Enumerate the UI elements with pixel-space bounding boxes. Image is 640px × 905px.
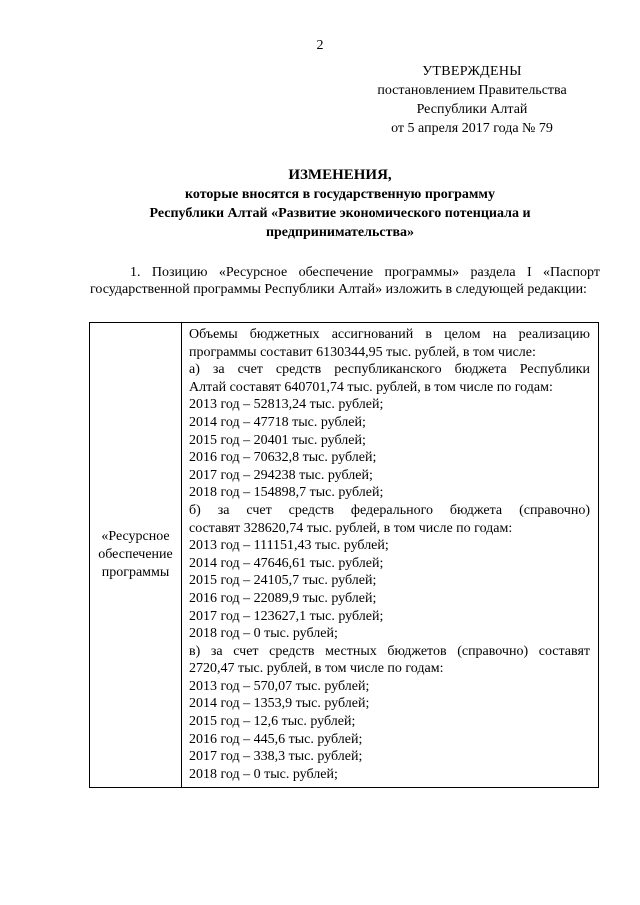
year-line: 2018 год – 154898,7 тыс. рублей; [189, 485, 384, 501]
year-line: 2016 год – 445,6 тыс. рублей; [189, 731, 363, 747]
section-c-line: в) за счет средств местных бюджетов (справочно) составят [189, 643, 590, 659]
label-line: «Ресурсное [101, 529, 170, 545]
year-line: 2018 год – 0 тыс. рублей; [189, 766, 338, 782]
year-line: 2015 год – 24105,7 тыс. рублей; [189, 573, 377, 589]
approval-title: УТВЕРЖДЕНЫ [422, 64, 522, 79]
label-line: программы [101, 565, 170, 581]
total-line: программы составит 6130344,95 тыс. рублей, в том числе: [189, 344, 536, 360]
section-a-line: Алтай составят 640701,74 тыс. рублей, в том числе по годам: [189, 379, 553, 395]
section-c-line: 2720,47 тыс. рублей, в том числе по годам: [189, 661, 444, 677]
year-line: 2017 год – 338,3 тыс. рублей; [189, 749, 363, 765]
year-line: 2015 год – 20401 тыс. рублей; [189, 432, 366, 448]
heading-title: ИЗМЕНЕНИЯ, [288, 167, 392, 183]
resource-table [89, 322, 599, 788]
year-line: 2017 год – 123627,1 тыс. рублей; [189, 608, 384, 624]
table-content-cell [182, 323, 599, 788]
page-number: 2 [316, 38, 324, 53]
year-line: 2016 год – 70632,8 тыс. рублей; [189, 450, 377, 466]
year-line: 2013 год – 52813,24 тыс. рублей; [189, 397, 384, 413]
year-line: 2018 год – 0 тыс. рублей; [189, 626, 338, 642]
table-row [90, 323, 599, 788]
section-b-line: б) за счет средств федерального бюджета (справочно) [189, 502, 590, 518]
approval-block [352, 62, 592, 138]
intro-paragraph: 1. Позицию «Ресурсное обеспечение программы» раздела I «Паспорт государственной программы Республики Алтай» изложить в следующей редакции: [90, 265, 600, 297]
heading-subtitle-line: предпринимательства» [265, 225, 415, 240]
year-line: 2017 год – 294238 тыс. рублей; [189, 467, 373, 483]
table-label-cell [90, 323, 182, 788]
year-line: 2015 год – 12,6 тыс. рублей; [189, 714, 356, 730]
year-line: 2013 год – 570,07 тыс. рублей; [189, 678, 370, 694]
year-line: 2014 год – 47646,61 тыс. рублей; [189, 555, 384, 571]
year-line: 2013 год – 111151,43 тыс. рублей; [189, 538, 389, 554]
approval-date: от 5 апреля 2017 года № 79 [391, 121, 553, 136]
approval-line: Республики Алтай [416, 102, 528, 117]
heading-subtitle-line: которые вносятся в государственную программу [185, 187, 495, 202]
year-line: 2016 год – 22089,9 тыс. рублей; [189, 590, 377, 606]
heading-subtitle-line: Республики Алтай «Развитие экономического потенциала и [149, 206, 531, 221]
year-line: 2014 год – 1353,9 тыс. рублей; [189, 696, 370, 712]
document-heading [60, 166, 620, 242]
section-a-line: а) за счет средств республиканского бюджета Республики [189, 362, 590, 378]
year-line: 2014 год – 47718 тыс. рублей; [189, 414, 366, 430]
total-line: Объемы бюджетных ассигнований в целом на реализацию [189, 327, 590, 342]
label-line: обеспечение [98, 547, 173, 563]
approval-line: постановлением Правительства [377, 83, 567, 98]
section-b-line: составят 328620,74 тыс. рублей, в том числе по годам: [189, 520, 513, 536]
